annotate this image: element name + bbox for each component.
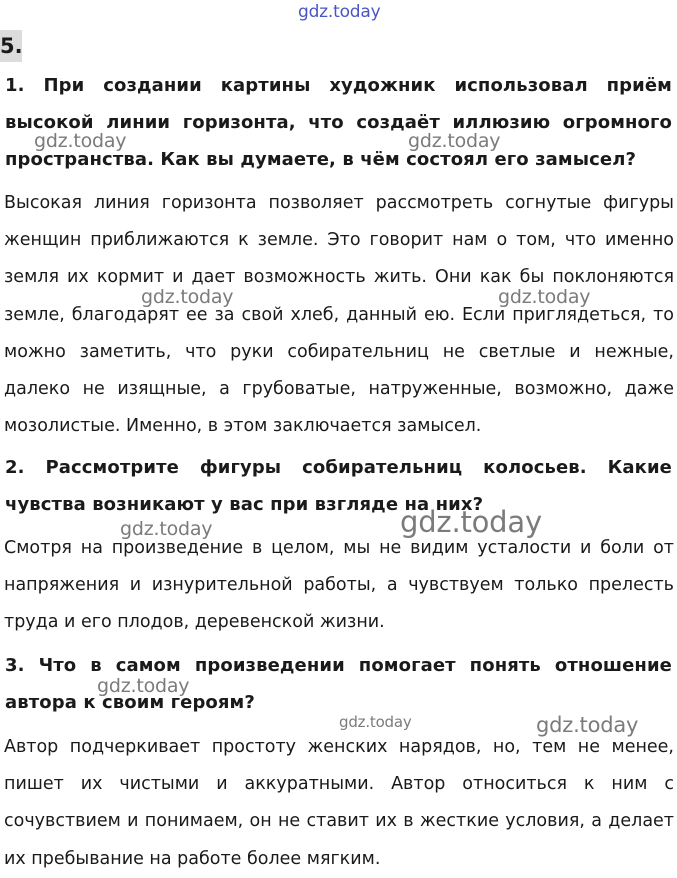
header-watermark: gdz.today xyxy=(298,2,381,22)
watermark: gdz.today xyxy=(339,713,412,731)
question-1: 1. При создании картины художник использовал приём высокой линии горизонта, что создаёт иллюзию огромного пространства. Как вы думаете, в чём состоял его замысел? xyxy=(5,75,672,170)
watermark: gdz.today xyxy=(97,675,190,697)
answer-2: Смотря на произведение в целом, мы не видим усталости и боли от напряжения и изнурительной работы, а чувствуем только прелесть труда и его плодов, деревенской жизни. xyxy=(4,538,674,633)
answer-3: Автор подчеркивает простоту женских нарядов, но, тем не менее, пишет их чистыми и аккуратными. Автор относиться к ним с сочувствием и понимаем, он не ставит их в жесткие условия, а делает их пребывание на работе более мягким. xyxy=(4,737,674,869)
question-3: 3. Что в самом произведении помогает понять отношение автора к своим героям? xyxy=(5,655,672,713)
watermark: gdz.today xyxy=(536,713,639,737)
answer-1: Высокая линия горизонта позволяет рассмотреть согнутые фигуры женщин приближаются к земле. Это говорит нам о том, что именно земля их кормит и дает возможность жить. Они как бы поклоняются земле, благодарят ее за свой хлеб, данный ею. Если приглядеться, то можно заметить, что руки собирательниц не светлые и нежные, далеко не изящные, а грубоватые, натруженные, возможно, даже мозолистые. Именно, в этом заключается замысел. xyxy=(4,193,674,437)
watermark: gdz.today xyxy=(34,130,127,152)
watermark: gdz.today xyxy=(141,286,234,308)
watermark: gdz.today xyxy=(498,286,591,308)
watermark: gdz.today xyxy=(400,505,542,539)
question-2: 2. Рассмотрите фигуры собирательниц колосьев. Какие чувства возникают у вас при взгляде на них? xyxy=(5,457,672,515)
task-number: 5. xyxy=(0,30,22,62)
watermark: gdz.today xyxy=(120,518,213,540)
watermark: gdz.today xyxy=(408,130,501,152)
